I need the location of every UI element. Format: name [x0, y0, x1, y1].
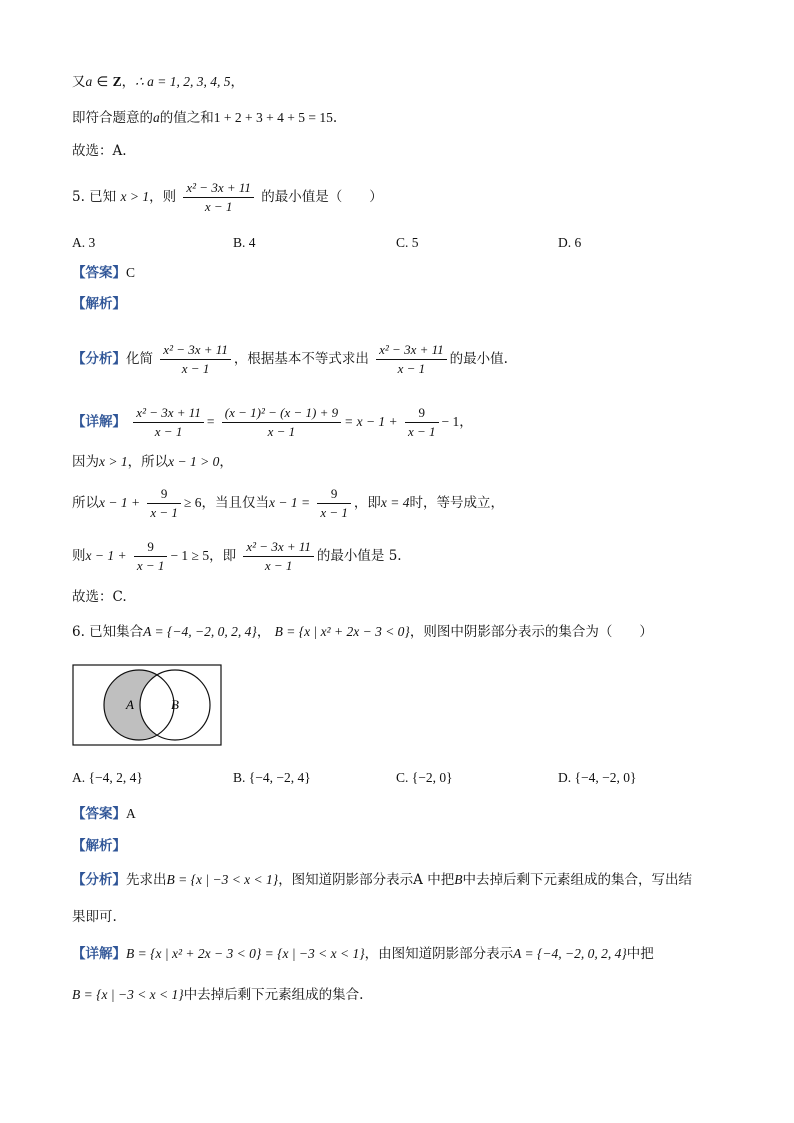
text: 又: [72, 74, 86, 90]
fraction: $\frac{9}{x - 1}$: [405, 405, 439, 440]
q5-xiangjie-2: 因为x > 1，所以x − 1 > 0，: [72, 454, 233, 470]
venn-label-a: A: [126, 697, 134, 712]
answer-tag: 【答案】: [72, 265, 126, 281]
q5-answer: 【答案】C: [72, 265, 136, 281]
fraction: $\frac{9}{x - 1}$: [147, 486, 181, 521]
q6-fenxi-cont: 果即可.: [72, 909, 117, 925]
fraction: $\frac{\text{x² − 3x + 11}}{x - 1}$: [183, 180, 254, 215]
q6-answer: 【答案】A: [72, 806, 136, 822]
fraction: $\frac{\text{(x − 1)² − (x − 1) + 9}}{x - 1}$: [222, 405, 341, 440]
q5-xiangjie-4: 则x − 1 + $\frac{9}{x - 1}$ − 1 ≥ 5，即 $\frac{\text{x² − 3x + 11}}{x - 1}$ 的最小值是 5.: [72, 539, 402, 573]
venn-label-b: B: [171, 697, 179, 712]
q5-option-c: C. 5: [396, 235, 419, 250]
text: ，: [230, 74, 244, 90]
q6-option-d: D. {−4, −2, 0}: [558, 770, 637, 785]
q5-stem: 5. 已知 x > 1，则 $\frac{\text{x² − 3x + 11}}{x - 1}$ 的最小值是（ ）: [72, 180, 383, 214]
line-2: 即符合题意的a的值之和1 + 2 + 3 + 4 + 5 = 15.: [72, 110, 338, 126]
text: 的最小值是（ ）: [261, 189, 383, 205]
fraction: $\frac{\text{x² − 3x + 11}}{x - 1}$: [376, 342, 447, 377]
fraction: $\frac{\text{x² − 3x + 11}}{x - 1}$: [160, 342, 231, 377]
math-expr: 1 + 2 + 3 + 4 + 5 = 15: [213, 110, 333, 125]
q5-final: 故选：C.: [72, 589, 127, 605]
venn-diagram: [72, 664, 224, 748]
q5-analysis-tag: 【解析】: [72, 296, 126, 312]
q6-fenxi: 【分析】先求出B = {x | −3 < x < 1}，图知道阴影部分表示A 中把B中去掉后剩下元素组成的集合，写出结: [72, 872, 692, 888]
set-a: A = {−4, −2, 0, 2, 4}: [143, 624, 257, 639]
text: 的值之和: [159, 110, 214, 126]
fraction: $\frac{\text{x² − 3x + 11}}{x - 1}$: [133, 405, 204, 440]
q5-xiangjie-1: 【详解】 $\frac{\text{x² − 3x + 11}}{x - 1}$ = $\frac{\text{(x − 1)² − (x − 1) + 9}}{x - 1}$ = x − 1 + $\frac{9}{x - 1}$ − 1，: [72, 405, 473, 439]
q5-fenxi: 【分析】化简 $\frac{\text{x² − 3x + 11}}{x - 1}$ ，根据基本不等式求出 $\frac{\text{x² − 3x + 11}}{x - 1}$ 的最小值.: [72, 342, 508, 376]
question-number: 5. 已知: [72, 189, 117, 205]
q5-xiangjie-3: 所以x − 1 + $\frac{9}{x - 1}$ ≥ 6，当且仅当x − 1 = $\frac{9}{x - 1}$ ，即x = 4时，等号成立，: [72, 486, 505, 520]
q5-option-a: A. 3: [72, 235, 96, 250]
math-expr: ∴ a = 1, 2, 3, 4, 5: [135, 74, 231, 89]
q5-option-d: D. 6: [558, 235, 582, 250]
text: ，: [121, 74, 136, 90]
line-3: 故选：A.: [72, 143, 127, 159]
set-b: B = {x | x² + 2x − 3 < 0}: [274, 624, 410, 639]
q6-option-c: C. {−2, 0}: [396, 770, 453, 785]
q6-xiangjie-2: B = {x | −3 < x < 1}中去掉后剩下元素组成的集合.: [72, 987, 364, 1003]
line-1: 又a ∈ Z，∴ a = 1, 2, 3, 4, 5，: [72, 74, 244, 90]
text: 即符合题意的: [72, 110, 153, 126]
fraction: $\frac{9}{x - 1}$: [317, 486, 351, 521]
var-a: a: [85, 74, 93, 89]
q5-option-b: B. 4: [233, 235, 256, 250]
math-expr: x > 1: [120, 189, 150, 204]
q6-stem: 6. 已知集合A = {−4, −2, 0, 2, 4}， B = {x | x² + 2x − 3 < 0}，则图中阴影部分表示的集合为（ ）: [72, 624, 653, 640]
q6-analysis-tag: 【解析】: [72, 838, 126, 854]
fraction: $\frac{\text{x² − 3x + 11}}{x - 1}$: [243, 539, 314, 574]
q6-option-b: B. {−4, −2, 4}: [233, 770, 311, 785]
q6-xiangjie-1: 【详解】B = {x | x² + 2x − 3 < 0} = {x | −3 < x < 1}，由图知道阴影部分表示A = {−4, −2, 0, 2, 4}中把: [72, 946, 654, 962]
q6-option-a: A. {−4, 2, 4}: [72, 770, 143, 785]
fraction: $\frac{9}{x - 1}$: [134, 539, 168, 574]
